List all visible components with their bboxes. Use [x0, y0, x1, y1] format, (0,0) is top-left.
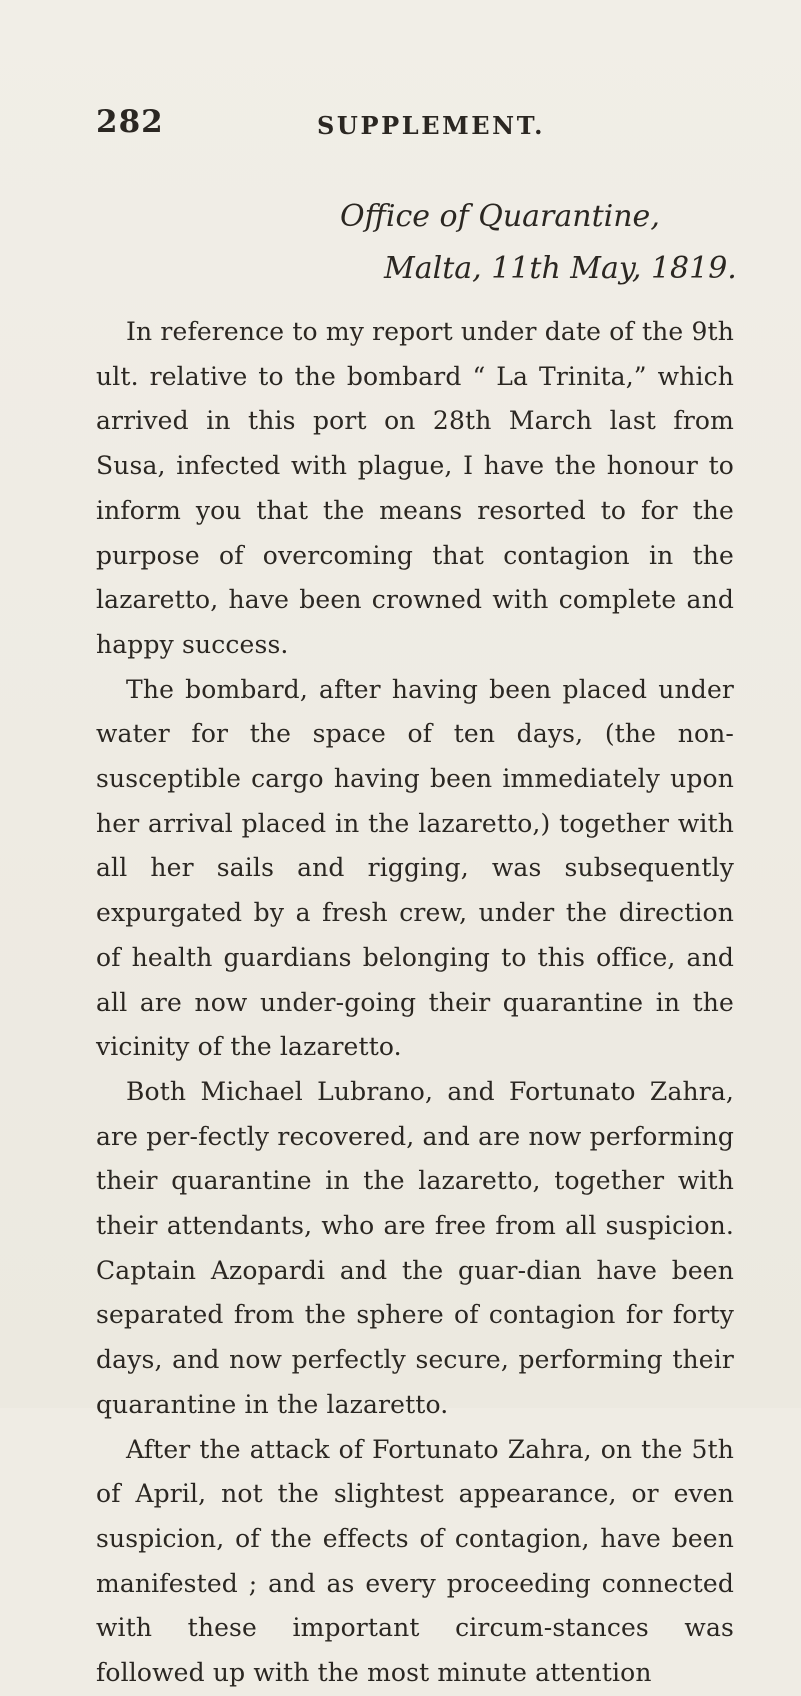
paragraph-4: After the attack of Fortunato Zahra, on the 5th of April, not the slightest appearance, or even suspicion, of the effects of contagion, have been manifested ; and as every proceeding connected with these important circum-stances was followed up with the most minute attention — [96, 1434, 734, 1688]
letter-dateline — [340, 191, 760, 295]
letter-body — [96, 310, 734, 1696]
paragraph-2: The bombard, after having been placed under water for the space of ten days, (the non-susceptible cargo having been immediately upon her arrival placed in the lazaretto,) together with all her sails and rigging, was subsequently expurgated by a fresh crew, under the direction of health guardians belonging to this office, and all are now under-going their quarantine in the vicinity of the lazaretto. — [96, 674, 734, 1062]
paragraph-3: Both Michael Lubrano, and Fortunato Zahra, are per-fectly recovered, and are now performing their quarantine in the lazaretto, together with their attendants, who are free from all suspicion. Captain Azopardi and the guar-dian have been separated from the sphere of contagion for forty days, and now perfectly secure, performing their quarantine in the lazaretto. — [96, 1076, 734, 1419]
page-number: 282 — [96, 104, 164, 140]
page-header — [96, 104, 736, 144]
running-head: SUPPLEMENT. — [317, 111, 546, 140]
office-line: Office of Quarantine, — [340, 199, 660, 234]
place-date-line: Malta, 11th May, 1819. — [384, 251, 737, 286]
paragraph-1: In reference to my report under date of the 9th ult. relative to the bombard “ La Trinita,” which arrived in this port on 28th March last from Susa, infected with plague, I have the honour to inform you that the means resorted to for the purpose of overcoming that contagion in the lazaretto, have been crowned with complete and happy success. — [96, 317, 734, 659]
